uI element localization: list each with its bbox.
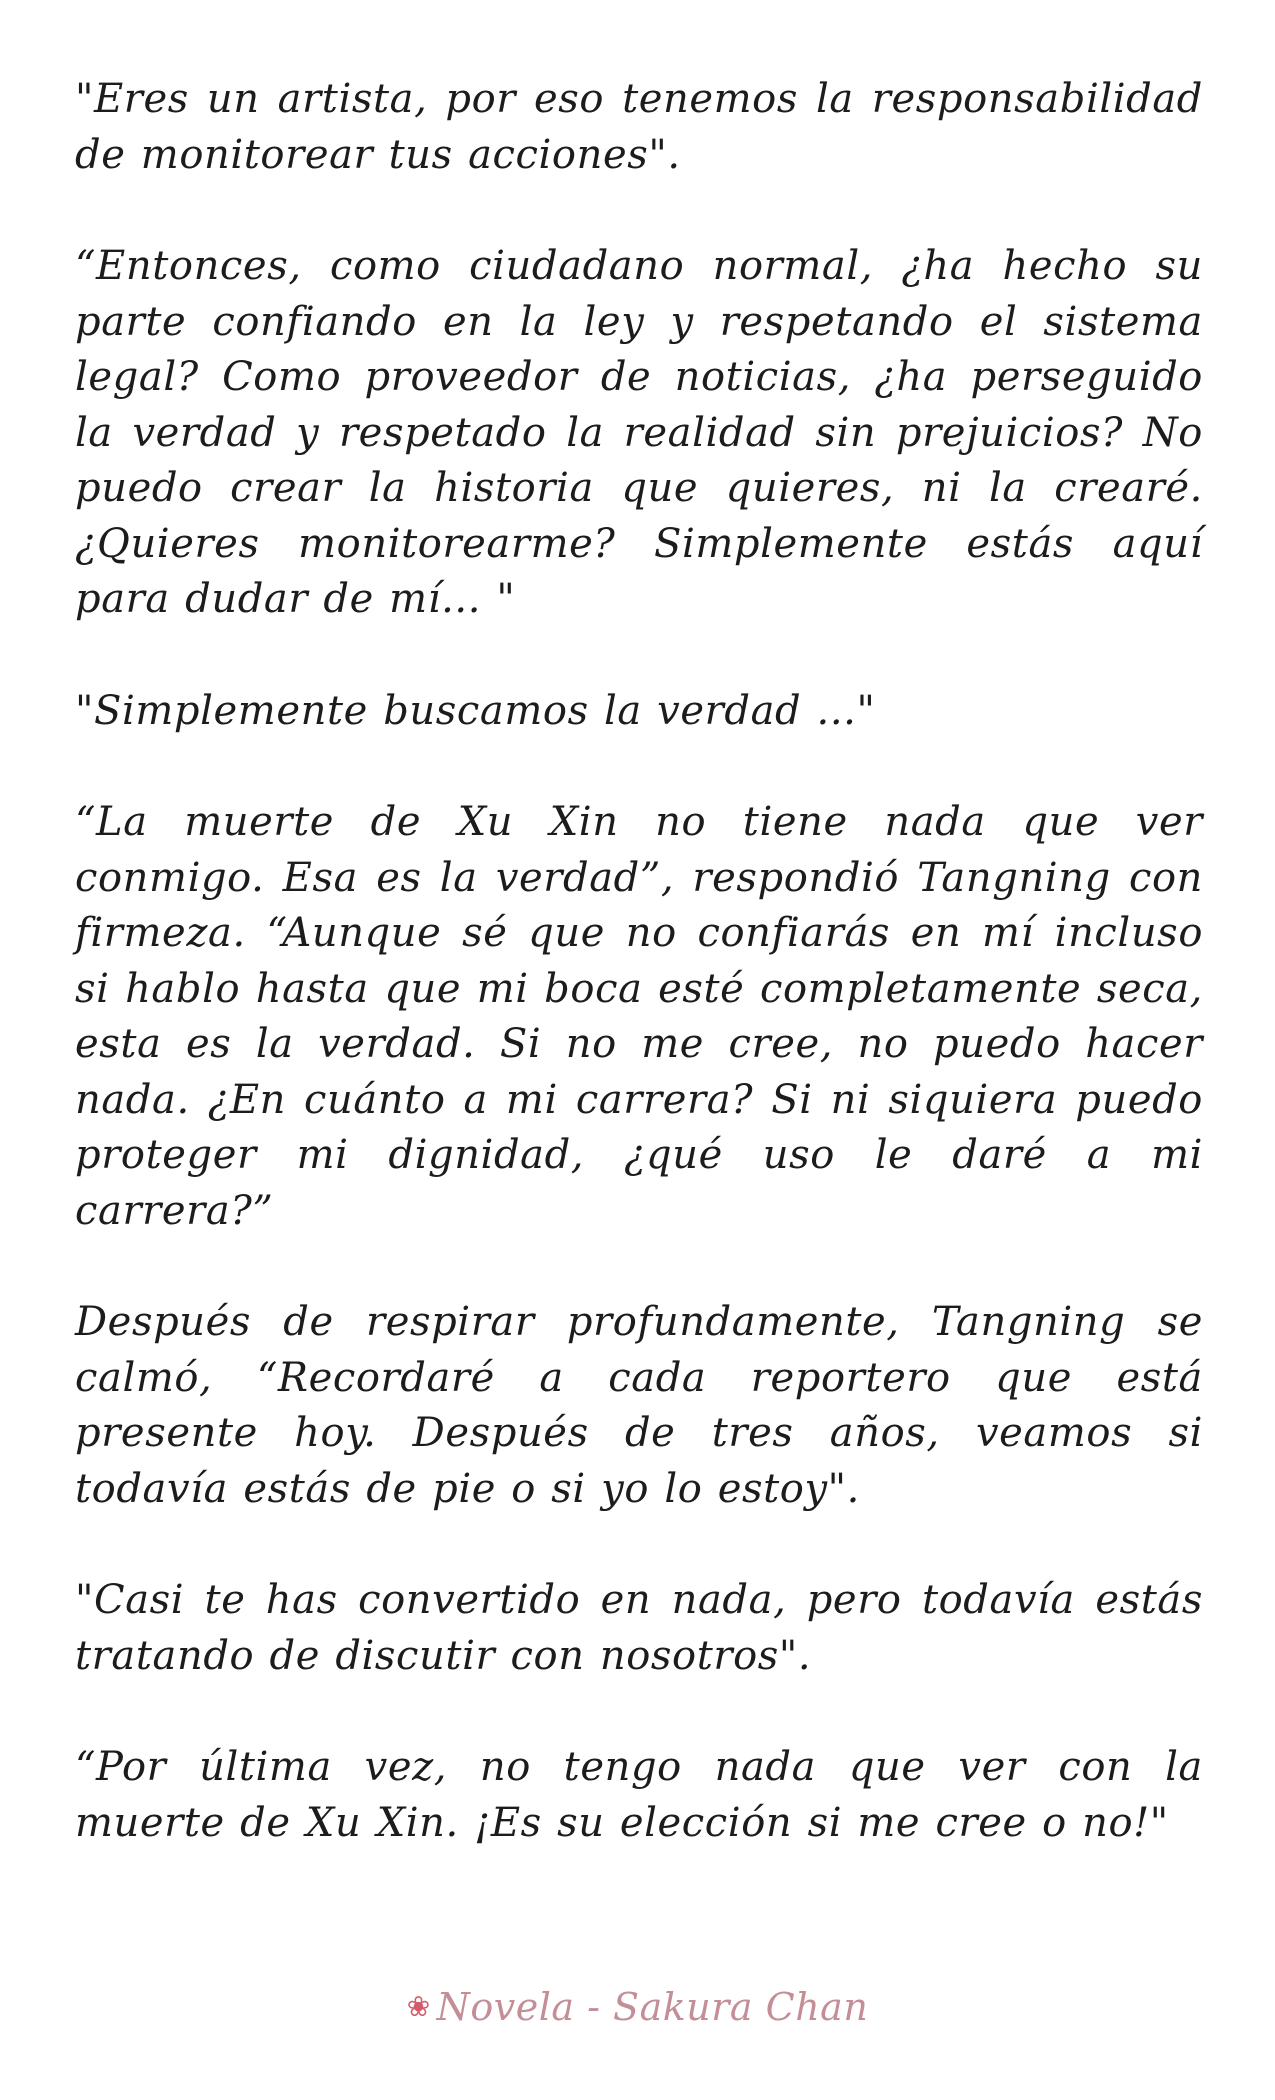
document-body [75,72,1203,1851]
paragraph-5: Después de respirar profundamente, Tangning se calmó, “Recordaré a cada reportero que está presente hoy. Después de tres años, veamos si todavía estás de pie o si yo lo estoy". [75,1299,1203,1512]
paragraph-4: “La muerte de Xu Xin no tiene nada que ver conmigo. Esa es la verdad”, respondió Tangning con firmeza. “Aunque sé que no confiarás en mí incluso si hablo hasta que mi boca esté completamente seca, esta es la verdad. Si no me cree, no puedo hacer nada. ¿En cuánto a mi carrera? Si ni siquiera puedo proteger mi dignidad, ¿qué uso le daré a mi carrera?” [75,799,1203,1234]
watermark-text: Novela - Sakura Chan [436,1985,869,2029]
watermark [0,1985,1275,2029]
paragraph-3: "Simplemente buscamos la verdad ..." [75,687,876,734]
paragraph-1: "Eres un artista, por eso tenemos la responsabilidad de monitorear tus acciones". [75,76,1203,178]
paragraph-2: “Entonces, como ciudadano normal, ¿ha hecho su parte confiando en la ley y respetando el sistema legal? Como proveedor de noticias, ¿ha perseguido la verdad y respetado la realidad sin prejuicios? No puedo crear la historia que quieres, ni la crearé. ¿Quieres monitorearme? Simplemente estás aquí para dudar de mí... " [75,243,1203,622]
paragraph-6: "Casi te has convertido en nada, pero todavía estás tratando de discutir con nosotros". [75,1577,1203,1679]
paragraph-7: “Por última vez, no tengo nada que ver con la muerte de Xu Xin. ¡Es su elección si me cree o no!" [75,1744,1203,1846]
sakura-flower-icon: ❀ [406,1990,431,2023]
